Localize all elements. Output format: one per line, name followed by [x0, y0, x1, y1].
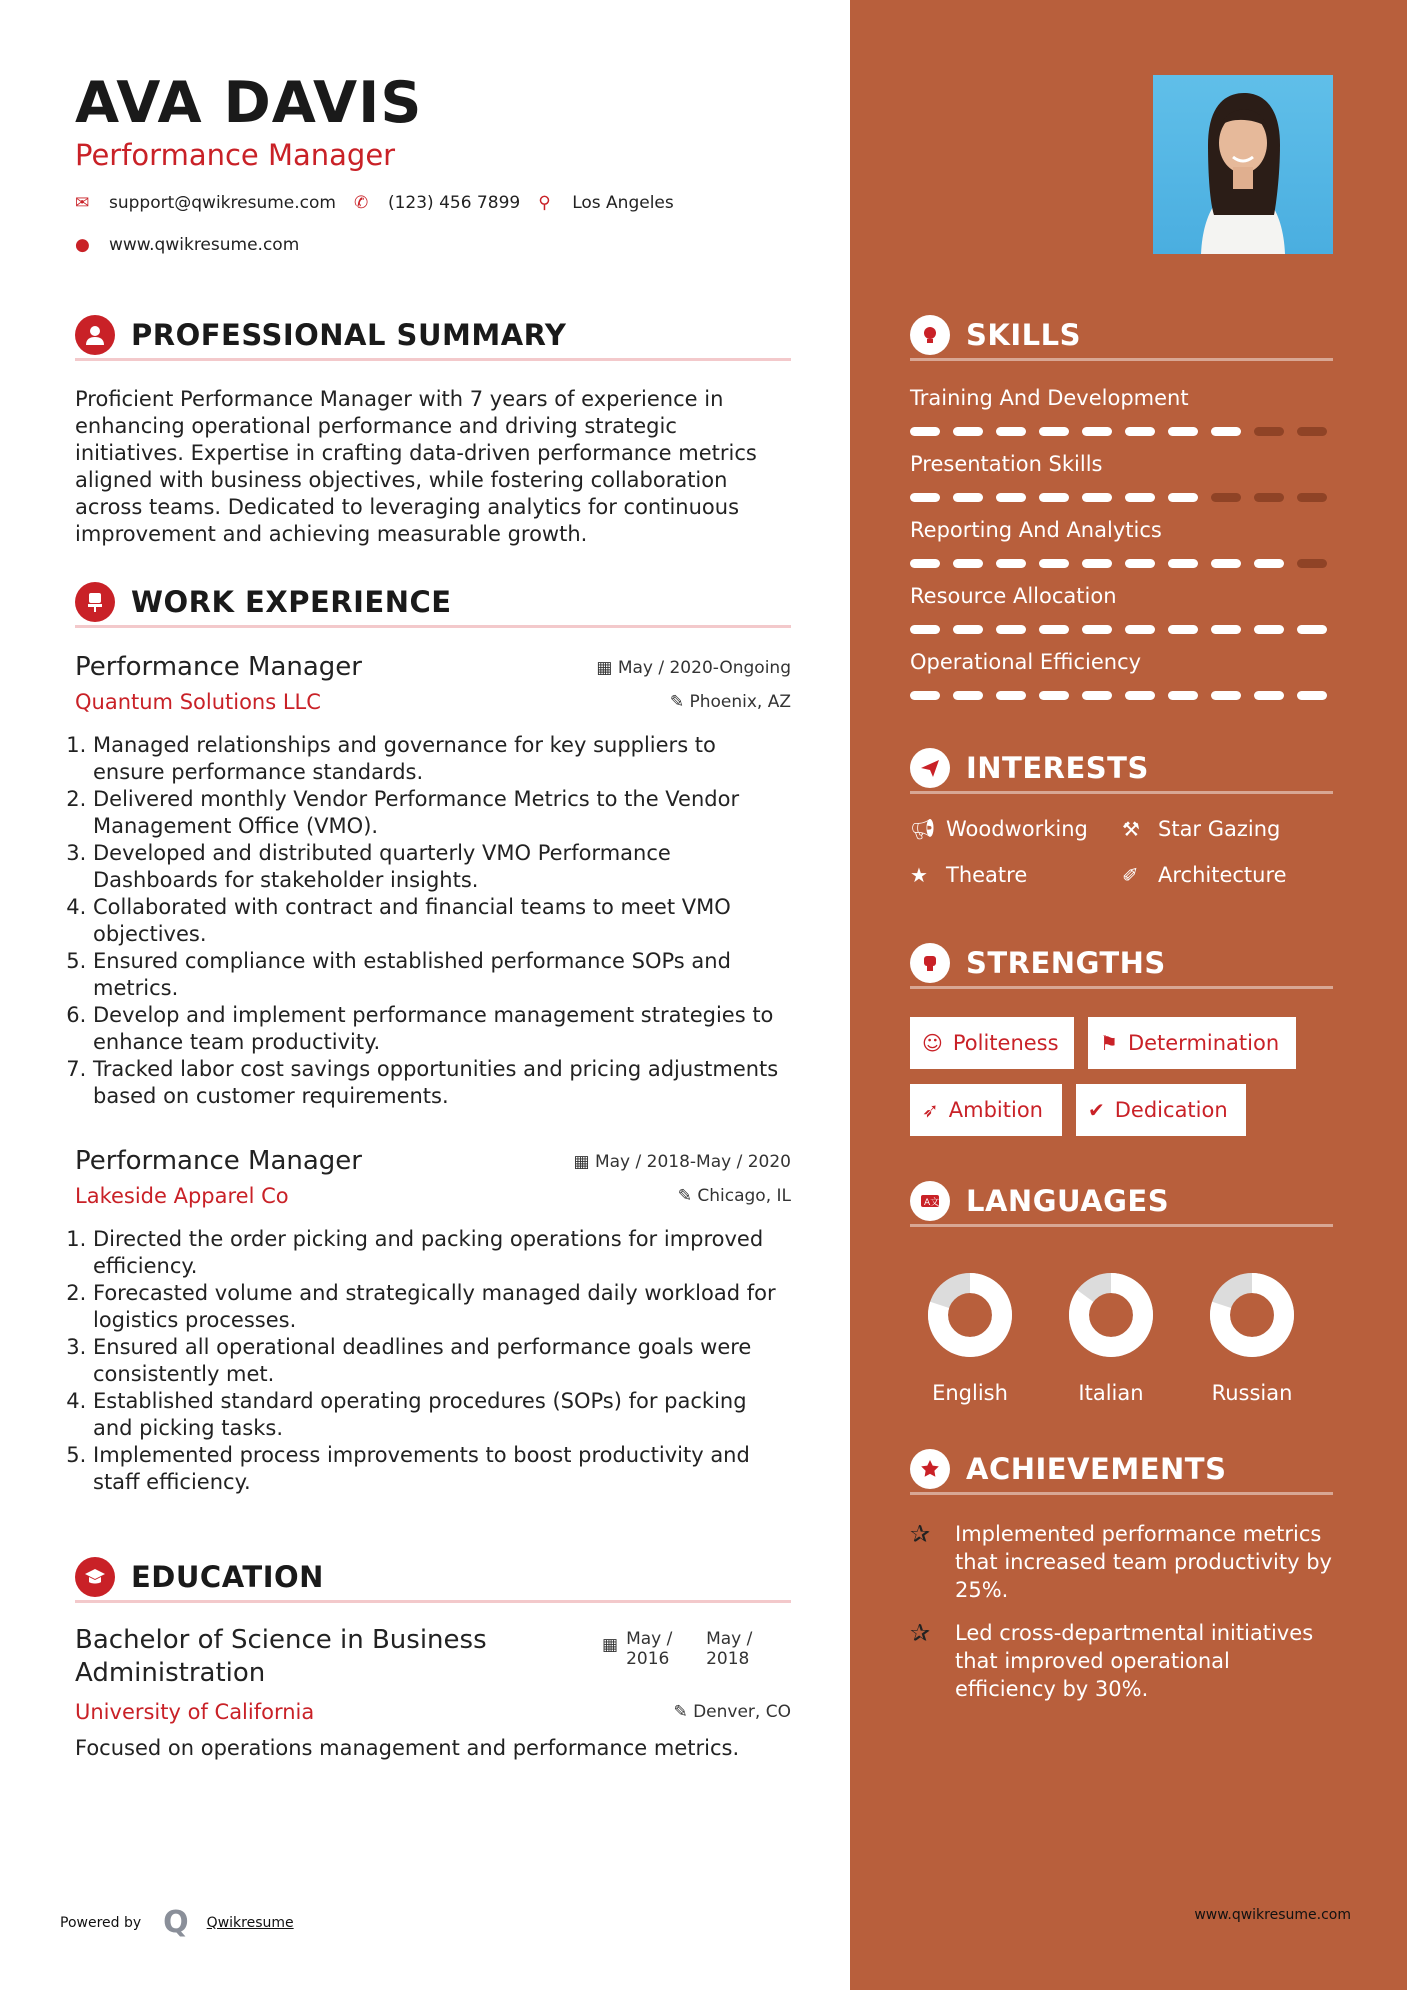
- education-location: [673, 1702, 791, 1722]
- strength-label: Ambition: [948, 1098, 1043, 1122]
- powered-by-text: Powered by: [60, 1914, 142, 1931]
- list-item: 2. Forecasted volume and strategically managed daily workload for logistics processes.: [93, 1280, 791, 1334]
- job-role: Performance Manager: [75, 652, 362, 682]
- skill-dash-filled: [1125, 691, 1155, 700]
- skill-dash-filled: [1082, 691, 1112, 700]
- list-item: 7. Tracked labor cost savings opportunities and pricing adjustments based on customer requirements.: [93, 1056, 791, 1110]
- skill-dash-filled: [1082, 559, 1112, 568]
- skill-dash-empty: [1297, 559, 1327, 568]
- interest-item: [1122, 817, 1280, 841]
- experience-title: WORK EXPERIENCE: [131, 584, 452, 619]
- star-icon: ★: [910, 863, 928, 887]
- location-text: Los Angeles: [572, 193, 674, 213]
- skill-dash-filled: [1168, 691, 1198, 700]
- skill-dash-filled: [953, 559, 983, 568]
- skill-item: [910, 650, 1333, 700]
- summary-text: Proficient Performance Manager with 7 years of experience in enhancing operational performance and driving strategic initiatives. Expertise in crafting data-driven performance metrics aligned with business objectives, while fostering collaboration across teams. Dedicated to leveraging analytics for continuous improvement and achieving measurable growth.: [75, 387, 757, 546]
- list-item: 2. Delivered monthly Vendor Performance Metrics to the Vendor Management Office (VMO).: [93, 786, 791, 840]
- job-location: [678, 1186, 791, 1206]
- profile-photo: [1153, 75, 1333, 254]
- skill-dash-filled: [1211, 427, 1241, 436]
- skill-dash-filled: [1125, 427, 1155, 436]
- language-donut: [920, 1265, 1020, 1365]
- skill-dash-filled: [1125, 625, 1155, 634]
- skill-dash-filled: [1039, 559, 1069, 568]
- language-label: Russian: [1211, 1381, 1293, 1405]
- skill-item: [910, 452, 1333, 502]
- list-item: 5. Implemented process improvements to boost productivity and staff efficiency.: [93, 1442, 791, 1496]
- job-company: Quantum Solutions LLC: [75, 690, 321, 714]
- language-label: Italian: [1078, 1381, 1144, 1405]
- graduation-icon: [75, 1557, 115, 1597]
- calendar-icon: ▦: [602, 1635, 619, 1655]
- fist-icon: [910, 943, 950, 983]
- skill-dash-filled: [953, 427, 983, 436]
- achievement-text: Led cross-departmental initiatives that improved operational efficiency by 30%.: [955, 1621, 1314, 1701]
- svg-text:A文: A文: [924, 1197, 940, 1208]
- skill-dash-filled: [996, 427, 1026, 436]
- job-date-text: May / 2018-May / 2020: [594, 1152, 791, 1172]
- skill-dash-filled: [1039, 493, 1069, 502]
- skill-dash-filled: [1168, 493, 1198, 502]
- skill-dash-filled: [1125, 559, 1155, 568]
- interests-title: INTERESTS: [966, 750, 1149, 785]
- pin-icon: ✎: [669, 692, 690, 712]
- skill-label: Presentation Skills: [910, 452, 1103, 476]
- job-date-text: May / 2020-Ongoing: [617, 658, 791, 678]
- star-trophy-icon: ✰: [910, 1619, 931, 1647]
- strengths-title: STRENGTHS: [966, 945, 1166, 980]
- skill-dash-filled: [953, 625, 983, 634]
- contact-row-1: [75, 193, 674, 213]
- skill-dash-filled: [1125, 493, 1155, 502]
- website-link[interactable]: www.qwikresume.com: [109, 235, 300, 255]
- skill-dash-empty: [1211, 493, 1241, 502]
- interest-item: [1122, 863, 1287, 887]
- job-entry-1: [75, 652, 791, 1110]
- education-start: May / 2016: [626, 1629, 673, 1669]
- skill-dash-filled: [1211, 625, 1241, 634]
- list-item: 5. Ensured compliance with established performance SOPs and metrics.: [93, 948, 791, 1002]
- interest-label: Theatre: [946, 863, 1028, 887]
- job-location: [670, 692, 791, 712]
- job-location-text: Chicago, IL: [697, 1186, 791, 1206]
- languages-title: LANGUAGES: [966, 1183, 1170, 1218]
- skills-title: SKILLS: [966, 317, 1081, 352]
- skill-dash-filled: [1297, 625, 1327, 634]
- star-trophy-icon: ✰: [910, 1520, 931, 1548]
- skill-dash-filled: [1168, 625, 1198, 634]
- calendar-icon: ▦: [573, 1152, 595, 1172]
- skill-dash-filled: [953, 691, 983, 700]
- user-icon: [75, 315, 115, 355]
- strength-label: Politeness: [952, 1031, 1059, 1055]
- interest-label: Architecture: [1158, 863, 1287, 887]
- list-item: 1. Directed the order picking and packing operations for improved efficiency.: [93, 1226, 791, 1280]
- list-item: 3. Developed and distributed quarterly VMO Performance Dashboards for stakeholder insights.: [93, 840, 791, 894]
- job-duties: [75, 732, 791, 1110]
- strength-label: Dedication: [1114, 1098, 1228, 1122]
- map-pin-icon: ⚲: [538, 193, 551, 213]
- interests-heading: [910, 744, 1333, 794]
- education-description: Focused on operations management and performance metrics.: [75, 1736, 740, 1760]
- education-heading: [75, 1553, 791, 1603]
- skill-dash-empty: [1254, 427, 1284, 436]
- paper-plane-icon: [910, 748, 950, 788]
- skill-dash-filled: [1254, 691, 1284, 700]
- brand-link[interactable]: Qwikresume: [206, 1914, 294, 1931]
- skill-dash-empty: [1297, 427, 1327, 436]
- achievements-title: ACHIEVEMENTS: [966, 1451, 1227, 1486]
- skill-meter: [910, 493, 1333, 502]
- candidate-title: Performance Manager: [75, 138, 396, 172]
- strength-badge: [1088, 1017, 1296, 1069]
- experience-heading: [75, 578, 791, 628]
- skill-label: Resource Allocation: [910, 584, 1117, 608]
- skill-dash-filled: [1254, 559, 1284, 568]
- skill-meter: [910, 625, 1333, 634]
- education-title: EDUCATION: [131, 1559, 324, 1594]
- education-entry: [75, 1624, 791, 1760]
- skill-item: [910, 518, 1333, 568]
- chair-icon: [75, 582, 115, 622]
- list-item: 4. Established standard operating procedures (SOPs) for packing and picking tasks.: [93, 1388, 791, 1442]
- phone-icon: ✆: [353, 193, 369, 213]
- footer-powered: [60, 1905, 294, 1940]
- skill-item: [910, 386, 1333, 436]
- globe-icon: ●: [75, 235, 90, 255]
- footer-site[interactable]: www.qwikresume.com: [1194, 1907, 1351, 1923]
- skill-meter: [910, 427, 1333, 436]
- degree: Bachelor of Science in Business Administration: [75, 1625, 487, 1688]
- education-dates: [602, 1629, 758, 1669]
- skill-dash-filled: [1082, 427, 1112, 436]
- summary-title: PROFESSIONAL SUMMARY: [131, 317, 567, 352]
- contact-row-2: [75, 235, 299, 255]
- skill-dash-filled: [910, 691, 940, 700]
- email-link[interactable]: support@qwikresume.com: [109, 193, 336, 213]
- rocket-icon: ➶: [922, 1098, 939, 1122]
- phone-text: (123) 456 7899: [387, 193, 521, 213]
- flag-icon: ⚑: [1100, 1031, 1118, 1055]
- language-label: English: [932, 1381, 1008, 1405]
- language-item: [1202, 1265, 1302, 1405]
- gavel-icon: ⚒: [1122, 817, 1140, 841]
- job-role: Performance Manager: [75, 1146, 362, 1176]
- skill-dash-filled: [996, 559, 1026, 568]
- interest-item: [910, 817, 1088, 841]
- strength-label: Determination: [1127, 1031, 1280, 1055]
- calendar-icon: ▦: [596, 658, 618, 678]
- skill-meter: [910, 691, 1333, 700]
- list-item: 1. Managed relationships and governance for key suppliers to ensure performance standards.: [93, 732, 791, 786]
- strengths-heading: [910, 939, 1333, 989]
- skill-label: Reporting And Analytics: [910, 518, 1162, 542]
- skill-dash-empty: [1254, 493, 1284, 502]
- interest-item: [910, 863, 1027, 887]
- bullhorn-icon: 📢︎: [910, 817, 936, 841]
- translate-icon: [910, 1181, 950, 1221]
- interest-label: Woodworking: [946, 817, 1088, 841]
- ruler-icon: ✐: [1122, 863, 1139, 887]
- job-date: [596, 658, 791, 678]
- education-location-text: Denver, CO: [693, 1702, 791, 1722]
- skill-dash-filled: [910, 427, 940, 436]
- strength-badge: [1076, 1084, 1246, 1136]
- list-item: 4. Collaborated with contract and financial teams to meet VMO objectives.: [93, 894, 791, 948]
- skill-dash-filled: [910, 625, 940, 634]
- job-date: [574, 1152, 792, 1172]
- education-end: May / 2018: [706, 1629, 753, 1669]
- list-item: 6. Develop and implement performance management strategies to enhance team productivity.: [93, 1002, 791, 1056]
- skill-dash-empty: [1297, 493, 1327, 502]
- candidate-name: AVA DAVIS: [75, 70, 423, 136]
- language-donut: [1061, 1265, 1161, 1365]
- skill-dash-filled: [1168, 559, 1198, 568]
- skill-dash-filled: [1082, 625, 1112, 634]
- skill-dash-filled: [1039, 625, 1069, 634]
- star-badge-icon: [910, 1449, 950, 1489]
- skill-dash-filled: [1211, 559, 1241, 568]
- school: University of California: [75, 1700, 315, 1724]
- pin-icon: ✎: [677, 1186, 698, 1206]
- check-circle-icon: ✔: [1088, 1098, 1105, 1122]
- job-entry-2: [75, 1146, 791, 1496]
- skill-dash-filled: [1297, 691, 1327, 700]
- list-item: 3. Ensured all operational deadlines and performance goals were consistently met.: [93, 1334, 791, 1388]
- languages-heading: [910, 1177, 1333, 1227]
- skill-dash-filled: [1082, 493, 1112, 502]
- envelope-icon: ✉: [75, 193, 90, 213]
- interest-label: Star Gazing: [1158, 817, 1281, 841]
- achievement-item: [910, 1520, 1333, 1604]
- language-donut: [1202, 1265, 1302, 1365]
- skill-dash-filled: [1039, 427, 1069, 436]
- job-location-text: Phoenix, AZ: [689, 692, 791, 712]
- skill-dash-filled: [1211, 691, 1241, 700]
- skill-dash-filled: [996, 493, 1026, 502]
- achievements-heading: [910, 1445, 1333, 1495]
- summary-heading: [75, 311, 791, 361]
- pin-icon: ✎: [673, 1702, 694, 1722]
- skill-meter: [910, 559, 1333, 568]
- skill-dash-filled: [953, 493, 983, 502]
- achievement-item: [910, 1619, 1333, 1703]
- skill-dash-filled: [910, 559, 940, 568]
- strength-badge: [910, 1017, 1074, 1069]
- skill-dash-filled: [1254, 625, 1284, 634]
- job-duties: [75, 1226, 791, 1496]
- skill-dash-filled: [910, 493, 940, 502]
- skill-dash-filled: [996, 625, 1026, 634]
- language-item: [1061, 1265, 1161, 1405]
- skill-label: Operational Efficiency: [910, 650, 1142, 674]
- lightbulb-icon: [910, 315, 950, 355]
- skill-dash-filled: [1168, 427, 1198, 436]
- skill-item: [910, 584, 1333, 634]
- achievement-text: Implemented performance metrics that increased team productivity by 25%.: [955, 1522, 1332, 1602]
- skill-dash-filled: [996, 691, 1026, 700]
- job-company: Lakeside Apparel Co: [75, 1184, 289, 1208]
- strength-badge: [910, 1084, 1062, 1136]
- skill-label: Training And Development: [910, 386, 1189, 410]
- skill-dash-filled: [1039, 691, 1069, 700]
- qwikresume-logo-icon: Q: [163, 1905, 189, 1940]
- skills-heading: [910, 311, 1333, 361]
- language-item: [920, 1265, 1020, 1405]
- smile-icon: ☺: [922, 1031, 943, 1055]
